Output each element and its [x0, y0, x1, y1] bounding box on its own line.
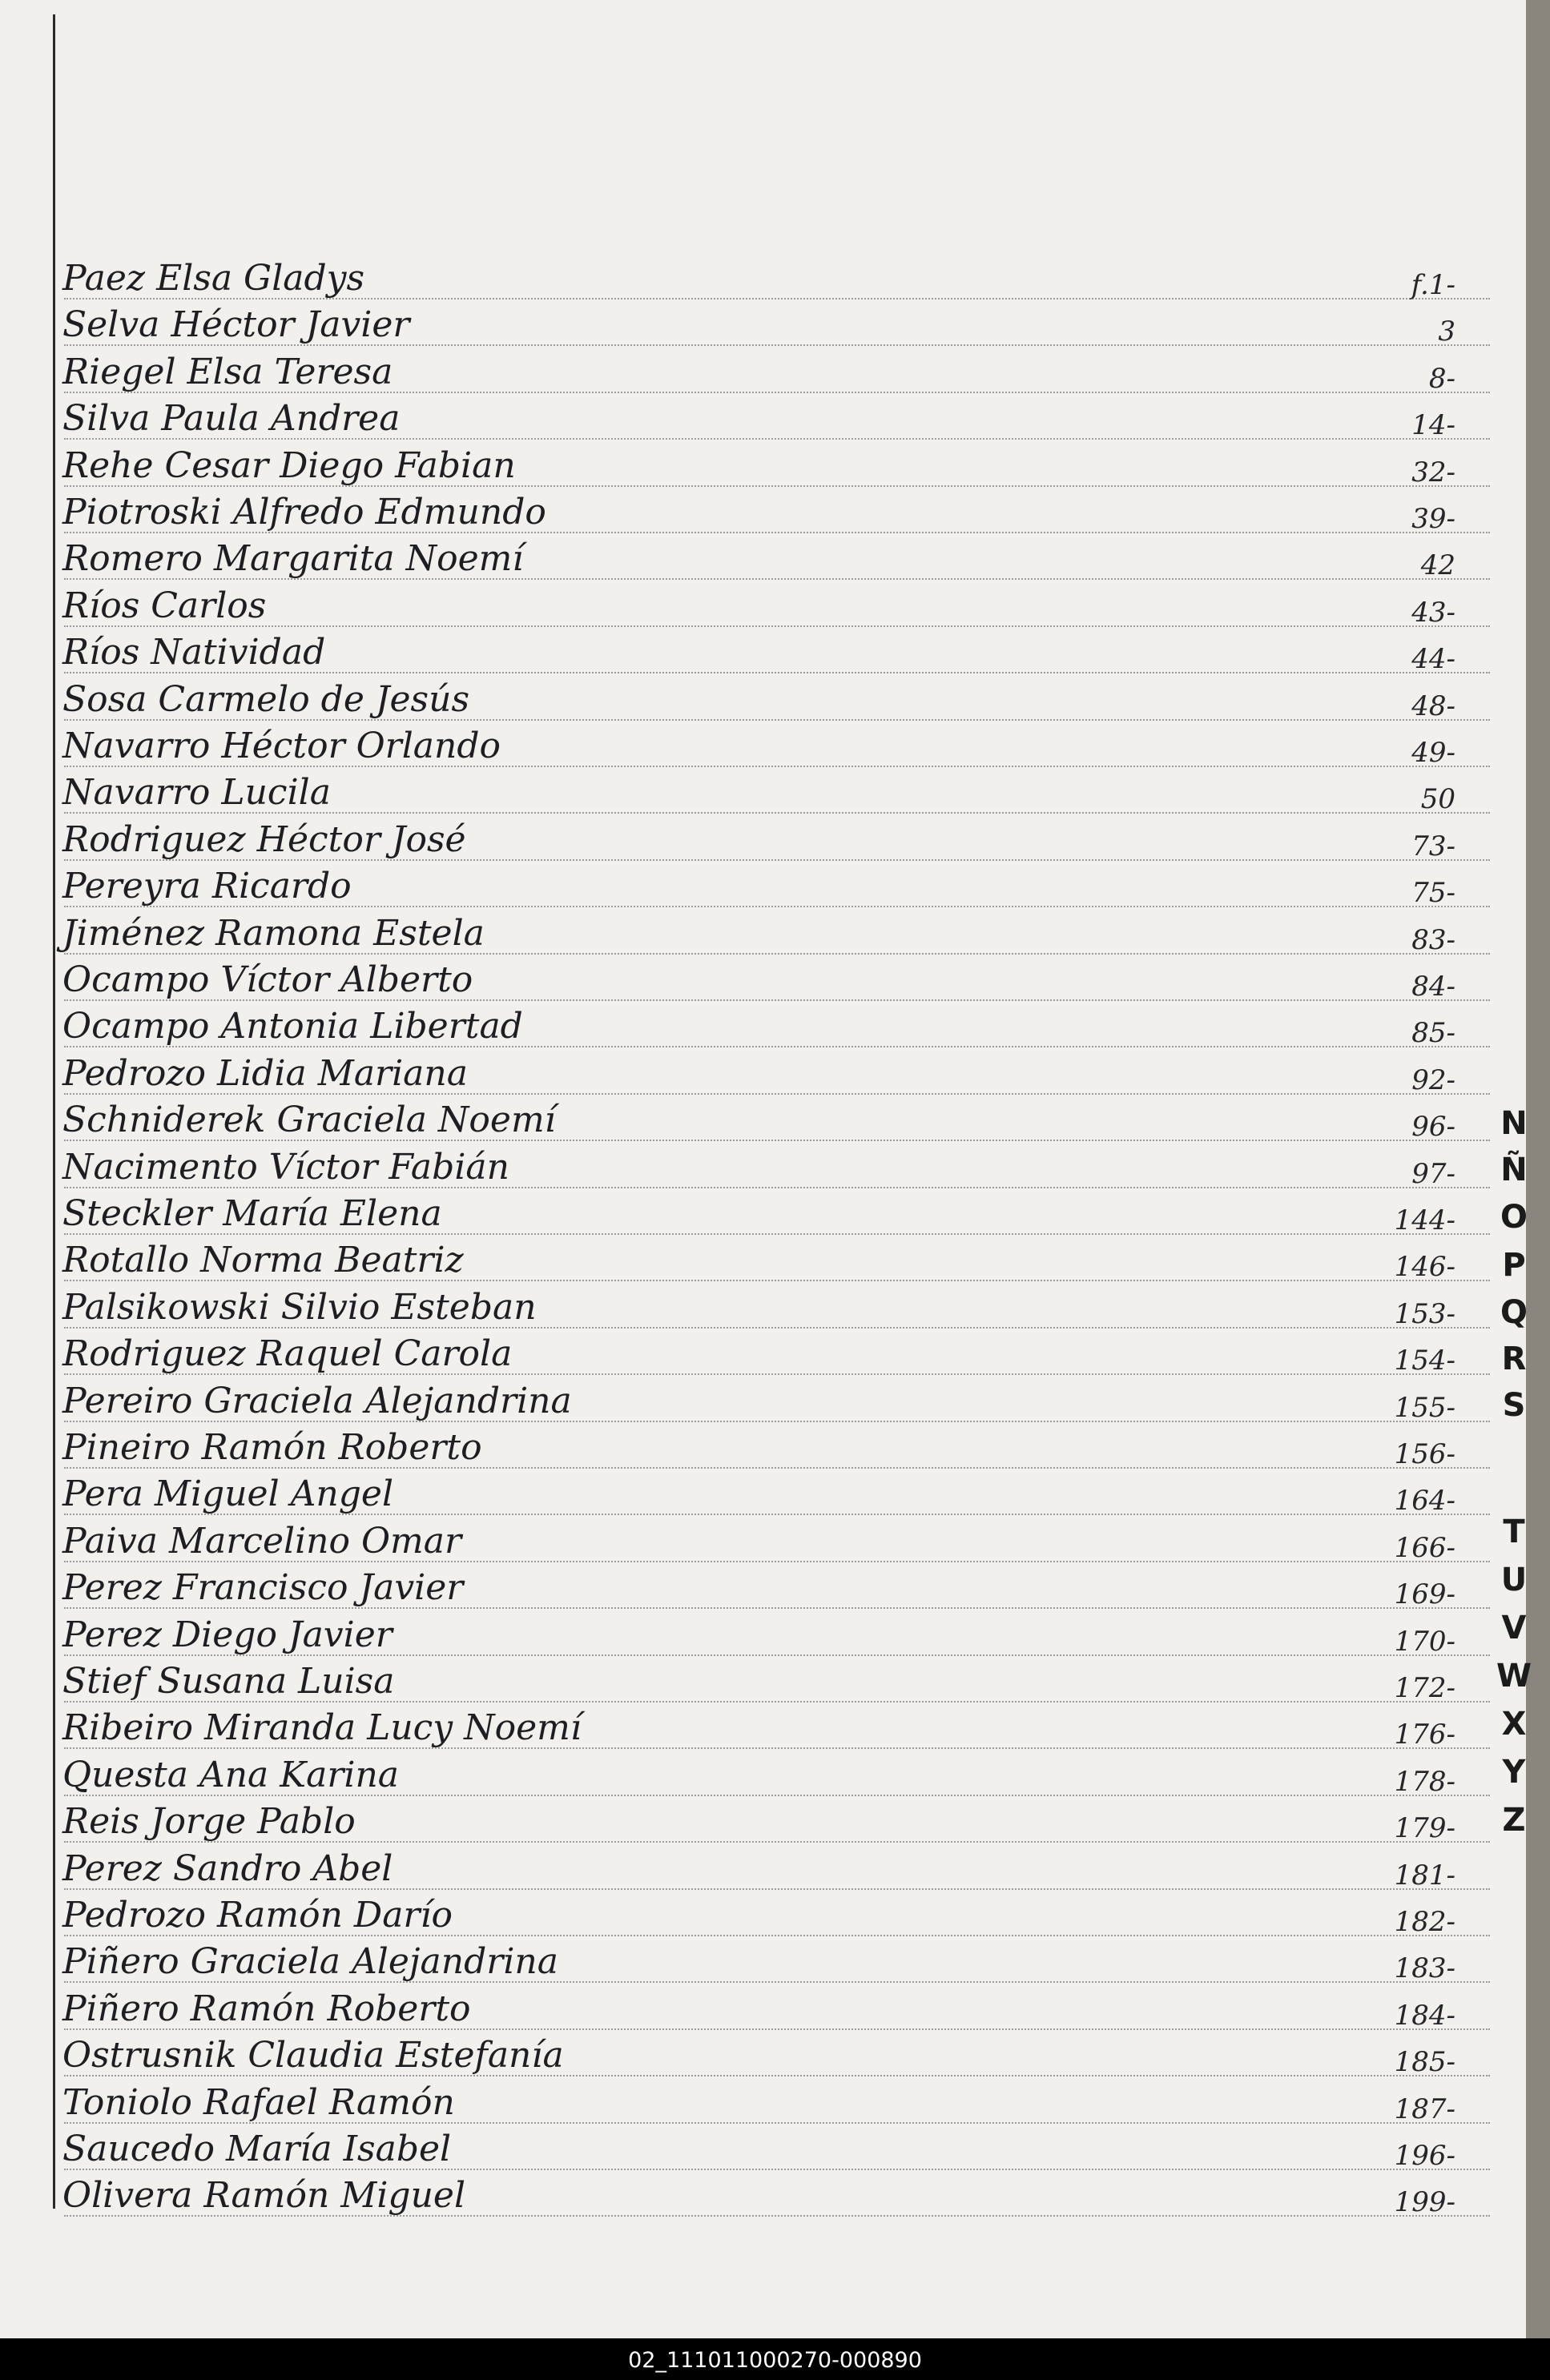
entry-folio: 178-	[1394, 1765, 1455, 1798]
entry-name: Navarro Héctor Orlando	[62, 726, 501, 766]
entry-name: Pedrozo Ramón Darío	[62, 1895, 453, 1936]
entry-name: Rodriguez Raquel Carola	[62, 1333, 513, 1375]
entry-folio: 42	[1420, 549, 1455, 582]
entry-folio: 182-	[1394, 1906, 1455, 1938]
entry-folio: 196-	[1394, 2140, 1455, 2172]
index-tab-letter: Y	[1502, 1754, 1526, 1791]
entry-folio: 92-	[1411, 1063, 1455, 1096]
entry-folio: 32-	[1411, 456, 1455, 488]
entry-folio: 185-	[1394, 2046, 1455, 2079]
entry-name: Questa Ana Karina	[62, 1754, 400, 1795]
entry-name: Paez Elsa Gladys	[62, 258, 365, 299]
entry-folio: 44-	[1411, 643, 1455, 676]
entry-name: Steckler María Elena	[62, 1193, 442, 1234]
entry-name: Pereyra Ricardo	[62, 866, 352, 907]
entry-folio: 179-	[1394, 1812, 1455, 1845]
entry-folio: 184-	[1394, 1999, 1455, 2032]
index-tab-letter: W	[1496, 1658, 1532, 1695]
alphabet-index-tabs	[1493, 1105, 1535, 2066]
entry-name: Rodriguez Héctor José	[62, 818, 466, 860]
entry-folio: 146-	[1394, 1251, 1455, 1284]
entry-folio: 156-	[1394, 1438, 1455, 1470]
entry-name: Perez Sandro Abel	[62, 1847, 393, 1889]
entry-folio: 97-	[1411, 1157, 1455, 1190]
entry-name: Perez Francisco Javier	[62, 1567, 464, 1609]
entry-folio: 73-	[1411, 830, 1455, 862]
entry-name: Sosa Carmelo de Jesús	[62, 678, 470, 720]
index-tab-letter: V	[1501, 1610, 1527, 1646]
entry-name: Saucedo María Isabel	[62, 2129, 452, 2169]
entry-folio: 144-	[1394, 1204, 1455, 1236]
entry-name: Navarro Lucila	[62, 772, 331, 814]
ruled-line	[64, 625, 1490, 627]
entry-name: Ríos Natividad	[62, 632, 326, 673]
entry-folio: 169-	[1394, 1578, 1455, 1611]
entry-name: Riegel Elsa Teresa	[62, 351, 393, 392]
entry-folio: 84-	[1411, 971, 1455, 1003]
entry-name: Nacimento Víctor Fabián	[62, 1146, 509, 1188]
entry-name: Pedrozo Lidia Mariana	[62, 1052, 468, 1094]
entry-folio: 164-	[1394, 1485, 1455, 1518]
entry-name: Piñero Graciela Alejandrina	[62, 1941, 558, 1983]
entry-name: Pineiro Ramón Roberto	[62, 1427, 482, 1468]
entry-folio: 154-	[1394, 1345, 1455, 1377]
entry-folio: 48-	[1411, 689, 1455, 722]
entry-name: Reis Jorge Pablo	[62, 1801, 356, 1843]
index-tab-letter: T	[1503, 1514, 1525, 1550]
entry-folio: 49-	[1411, 737, 1455, 769]
entry-folio: 39-	[1411, 503, 1455, 535]
entry-folio: f.1-	[1411, 269, 1455, 301]
entry-folio: 170-	[1394, 1625, 1455, 1658]
entry-name: Toniolo Rafael Ramón	[62, 2081, 455, 2123]
index-tab-letter: Q	[1500, 1294, 1528, 1331]
entry-name: Ostrusnik Claudia Estefanía	[62, 2035, 564, 2076]
entry-name: Olivera Ramón Miguel	[62, 2175, 466, 2217]
entry-name: Romero Margarita Noemí	[62, 538, 524, 580]
entry-folio: 43-	[1411, 596, 1455, 629]
entry-folio: 199-	[1394, 2186, 1455, 2219]
index-tab-letter: O	[1500, 1199, 1528, 1236]
entry-folio: 50	[1420, 783, 1455, 816]
entry-folio: 166-	[1394, 1531, 1455, 1564]
index-tab-letter: S	[1502, 1387, 1526, 1424]
entry-name: Ríos Carlos	[62, 585, 267, 626]
entry-folio: 172-	[1394, 1672, 1455, 1704]
index-tab-letter: X	[1501, 1706, 1527, 1743]
entry-folio: 3	[1438, 316, 1455, 348]
entry-folio: 96-	[1411, 1111, 1455, 1144]
entry-name: Ocampo Víctor Alberto	[62, 959, 473, 1000]
entry-name: Rotallo Norma Beatriz	[62, 1240, 464, 1281]
entry-name: Pereiro Graciela Alejandrina	[62, 1380, 572, 1421]
entry-folio: 83-	[1411, 923, 1455, 956]
entry-folio: 75-	[1411, 877, 1455, 910]
entry-name: Paiva Marcelino Omar	[62, 1520, 462, 1562]
entry-name: Piotroski Alfredo Edmundo	[62, 492, 546, 533]
entry-name: Ribeiro Miranda Lucy Noemí	[62, 1707, 582, 1749]
entry-name: Stief Susana Luisa	[62, 1661, 395, 1702]
entry-folio: 183-	[1394, 1952, 1455, 1985]
entry-folio: 155-	[1394, 1391, 1455, 1424]
entry-name: Ocampo Antonia Libertad	[62, 1006, 523, 1047]
entry-folio: 85-	[1411, 1017, 1455, 1050]
entry-folio: 181-	[1394, 1859, 1455, 1892]
entry-folio: 8-	[1428, 362, 1455, 395]
entry-folio: 153-	[1394, 1297, 1455, 1330]
entry-name: Jiménez Ramona Estela	[62, 912, 485, 954]
entry-name: Pera Miguel Angel	[62, 1473, 394, 1515]
entry-name: Palsikowski Silvio Esteban	[62, 1286, 537, 1328]
index-tab-letter: P	[1502, 1247, 1526, 1284]
index-tab-letter: U	[1500, 1562, 1528, 1598]
entry-name: Rehe Cesar Diego Fabian	[62, 444, 516, 486]
entry-folio: 187-	[1394, 2093, 1455, 2125]
index-tab-letter: Ñ	[1500, 1152, 1528, 1188]
entry-folio: 14-	[1411, 409, 1455, 442]
entry-name: Selva Héctor Javier	[62, 304, 410, 346]
index-tab-letter: N	[1500, 1105, 1528, 1142]
file-identifier: 02_111011000270-000890	[628, 2348, 922, 2373]
entry-name: Piñero Ramón Roberto	[62, 1988, 471, 2029]
index-tab-letter: Z	[1502, 1802, 1526, 1839]
entry-name: Silva Paula Andrea	[62, 398, 401, 440]
index-tab-letter: R	[1501, 1341, 1527, 1377]
entry-name: Perez Diego Javier	[62, 1614, 393, 1655]
entry-folio: 176-	[1394, 1719, 1455, 1751]
entry-name: Schniderek Graciela Noemí	[62, 1100, 556, 1141]
